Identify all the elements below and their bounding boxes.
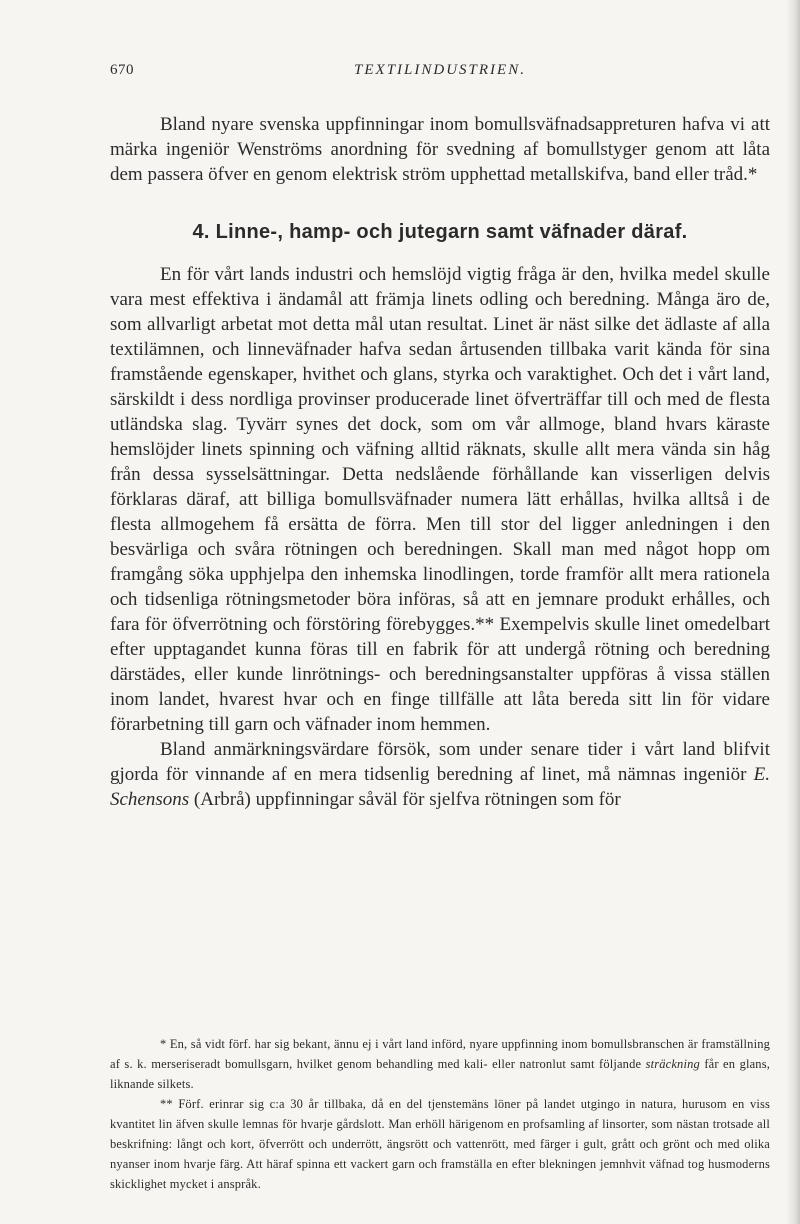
paragraph-bomull-svedning: Bland nyare svenska uppfinningar inom bomullsväfnadsappreturen hafva vi att märka ingeniör Wenströms anordning för svedning af bomullstyger genom att låta dem passera öfver en genom elektrisk ström upphettad metallskifva, band eller tråd.* <box>110 114 770 185</box>
footnote-1-end: får en glans, liknande silkets. <box>110 1057 770 1091</box>
section-heading: 4. Linne-, hamp- och jutegarn samt väfnader däraf. <box>192 221 688 243</box>
page-number: 670 <box>110 62 134 78</box>
body-text <box>110 112 770 812</box>
footnotes <box>110 1034 770 1194</box>
footnote-1-start: * En, så vidt förf. har sig bekant, ännu ej i vårt land införd, nyare uppfinning inom bomullsbranschen är framställning af s. k. merseriseradt bomullsgarn, hvilket genom behandling med kali- eller natronlut samt följande <box>110 1037 770 1071</box>
paragraph-schenson-start: Bland anmärkningsvärdare försök, som under senare tider i vårt land blifvit gjorda för vinnande af en mera tidsenlig beredning af linet, må nämnas ingeniör <box>110 739 770 785</box>
running-title: TEXTILINDUSTRIEN. <box>354 62 526 78</box>
schenson-name: E. Schensons <box>110 764 770 810</box>
footnote-2: ** Förf. erinrar sig c:a 30 år tillbaka, då en del tjenstemäns löner på landet utgingo in natura, hurusom en viss kvantitet lin äfven skulle lemnas för hvarje gårdslott. Man erhöll härigenom en profsamling af linsorter, som nästan trotsade all beskrifning: långt och kort, öfverrött och underrött, ängsrött och vattenrött, med färger i gult, grått och grönt och med olika nyanser inom hvarje färg. Att häraf spinna ett vackert garn och framställa en efter blekningen jemnhvit väfnad tog husmoderns skicklighet mycket i anspråk. <box>110 1097 770 1191</box>
paragraph-lin-beredning: En för vårt lands industri och hemslöjd vigtig fråga är den, hvilka medel skulle vara mest effektiva i ändamål att främja linets odling och beredning. Många äro de, som allvarligt arbetat mot detta mål utan resultat. Linet är näst silke det ädlaste af alla textilämnen, och linneväfnader hafva sedan årtusenden tillbaka varit kända för sina framstående egenskaper, hvithet och glans, styrka och varaktighet. Och det i vårt land, särskildt i dess nordliga provinser producerade linet öfverträffar till och med de flesta utländska slag. Tyvärr synes det dock, som om vår allmoge, bland hvars käraste hemslöjder linets spinning och väfning alltid räknats, skulle allt mera vända sin håg från dessa sysselsättningar. Detta nedslående förhållande kan visserligen delvis förklaras däraf, att billiga bomullsväfnader numera lätt erhållas, hvilka alltså i de flesta allmogehem få ersätta de förra. Men till stor del ligger anledningen i den besvärliga och svåra rötningen och beredningen. Skall man med något hopp om framgång söka upphjelpa den inhemska linodlingen, torde framför allt mera rationela och tidsenliga rötningsmetoder böra införas, så att en jemnare produkt erhålles, och fara för öfverrötning och förstöring förebygges.** Exempelvis skulle linet omedelbart efter upptagandet kunna föras till en fabrik för att undergå rötning och beredning därstädes, eller kunde linrötnings- och beredningsanstalter uppföras å vissa ställen inom landet, hvarest hvar och en finge tillfälle att låta bereda sitt lin för vidare förarbetning till garn och väfnader inom hemmen. <box>110 264 770 735</box>
page-header <box>110 62 770 86</box>
footnote-1 <box>110 1034 770 1094</box>
page-edge-shadow <box>786 0 800 1224</box>
paragraph-schenson-end: (Arbrå) uppfinningar såväl för sjelfva rötningen som för <box>189 789 621 810</box>
footnote-1-emphasis: sträckning <box>645 1057 700 1071</box>
paragraph-schenson <box>110 737 770 812</box>
